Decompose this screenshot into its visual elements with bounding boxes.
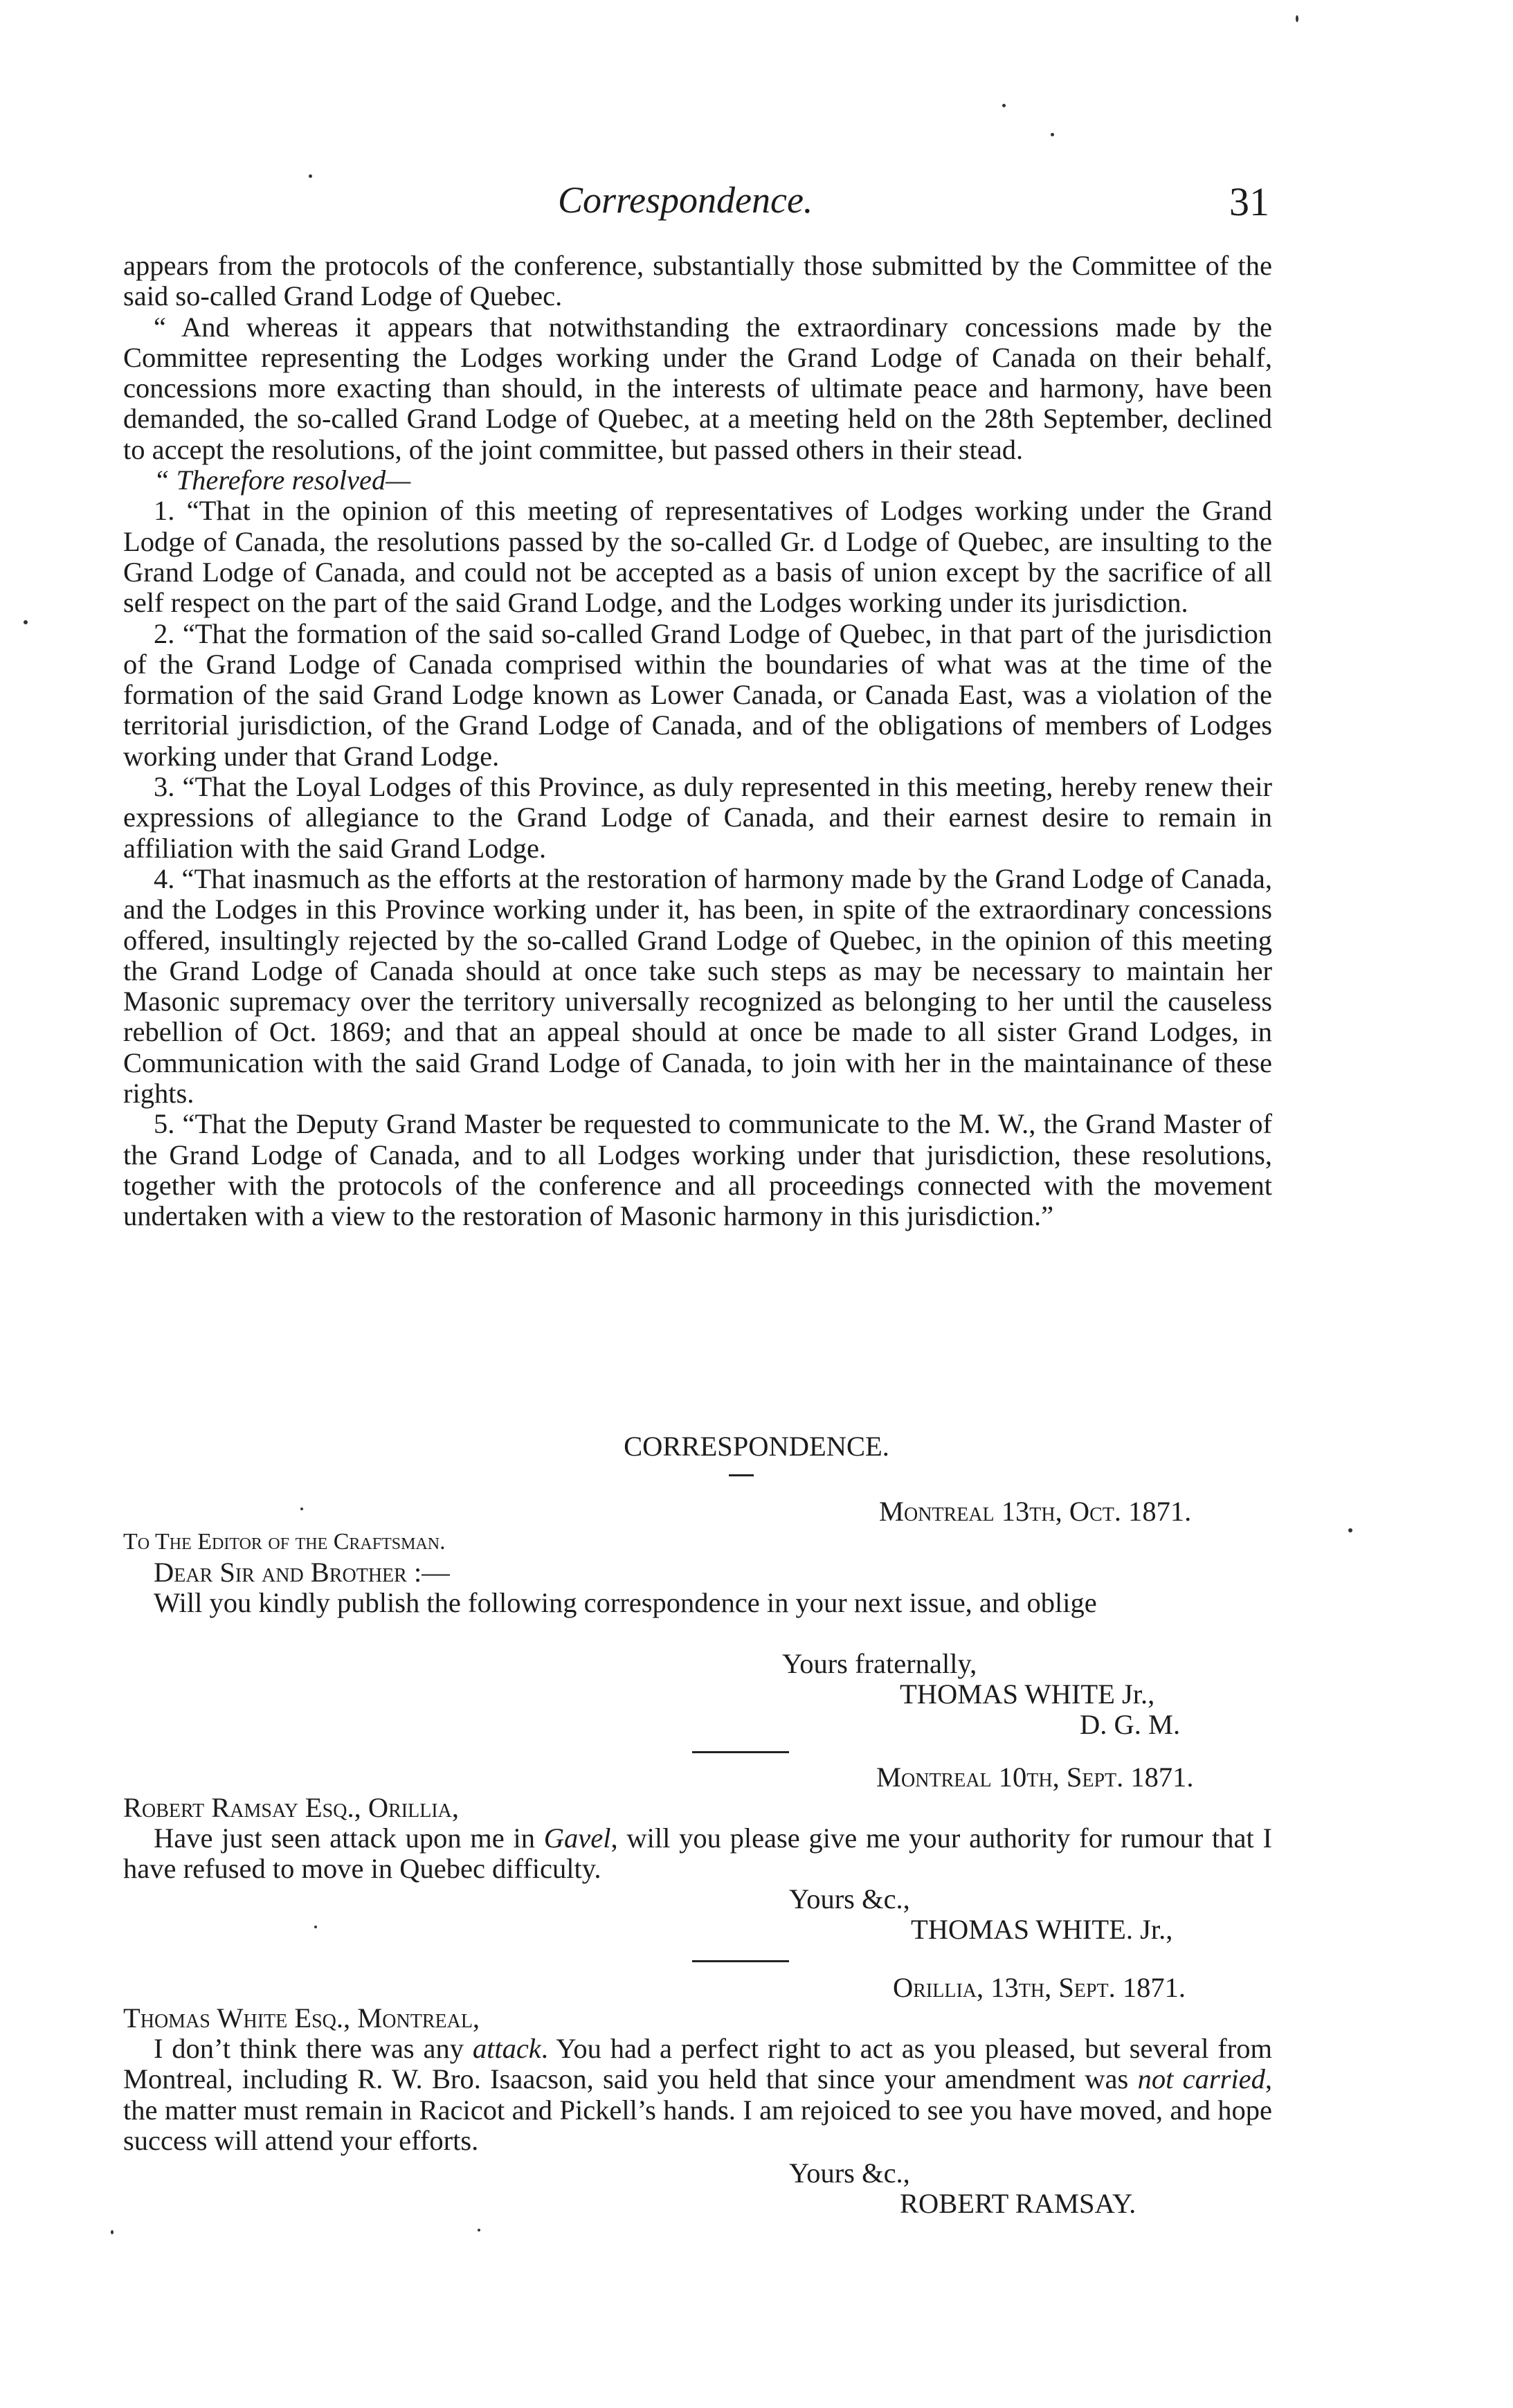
scan-speck	[1348, 1528, 1352, 1532]
scan-speck	[314, 1926, 317, 1928]
running-title: Correspondence.	[558, 179, 813, 221]
correspondence-heading: CORRESPONDENCE.	[624, 1431, 889, 1462]
heading-dash	[729, 1474, 754, 1476]
letter1-to: To The Editor of the Craftsman.	[123, 1529, 446, 1555]
letter2-signature: THOMAS WHITE. Jr.,	[911, 1914, 1173, 1945]
letter3-body	[123, 2034, 1272, 2156]
letter3-addressee: Thomas White Esq., Montreal,	[123, 2002, 480, 2034]
page-header	[0, 179, 1513, 234]
letter2-body-b: , will you please give me your authority for rumour that I have refused to move in Quebec difficulty.	[123, 1822, 1272, 1885]
letter3-body-c: , the matter must remain in Racicot and Pickell’s hands. I am rejoiced to see you have moved, and hope success will attend your efforts.	[123, 2063, 1273, 2156]
letter2-body-gavel: Gavel	[543, 1822, 611, 1854]
resolution-text	[123, 251, 1272, 1232]
letter3-body-not-carried: not carried	[1137, 2063, 1265, 2095]
letter3-body-a: I don’t think there was any	[154, 2033, 473, 2064]
separator-rule-2	[692, 1960, 789, 1962]
letter1-body	[123, 1588, 1272, 1618]
scan-speck	[1051, 133, 1054, 136]
separator-rule	[692, 1751, 789, 1753]
scan-speck	[1296, 15, 1298, 22]
letter1-closing: Yours fraternally,	[782, 1648, 977, 1679]
resolution-5: 5. “That the Deputy Grand Master be requested to communicate to the M. W., the Grand Master of the Grand Lodge of Canada, and to all Lodges working under that jurisdiction, these resolutions, together with the protocols of the conference and all proceedings connected with the movement undertaken with a view to the restoration of Masonic harmony in this jurisdiction.”	[123, 1108, 1272, 1232]
letter3-body-b: . You had a perfect right to act as you pleased, but several from Montreal, including R. W. Bro. Isaacson, said you held that since your amendment was	[123, 2033, 1272, 2095]
letter3-signature: ROBERT RAMSAY.	[900, 2188, 1136, 2219]
letter2-body-a: Have just seen attack upon me in	[154, 1822, 544, 1854]
paragraph-continued: appears from the protocols of the conference, substantially those submitted by the Committee of the said so-called Grand Lodge of Quebec.	[123, 250, 1272, 312]
resolution-3: 3. “That the Loyal Lodges of this Province, as duly represented in this meeting, hereby renew their expressions of allegiance to the Grand Lodge of Canada, and their earnest desire to remain in affiliation with the said Grand Lodge.	[123, 771, 1272, 864]
scan-speck	[111, 2230, 114, 2234]
letter3-body-attack: attack	[472, 2033, 541, 2064]
letter1-dateline: Montreal 13th, Oct. 1871.	[879, 1496, 1192, 1527]
letter1-signature: THOMAS WHITE Jr.,	[900, 1678, 1155, 1710]
letter1-body-text: Will you kindly publish the following correspondence in your next issue, and oblige	[154, 1587, 1097, 1618]
letter2-body	[123, 1823, 1272, 1885]
letter2-dateline: Montreal 10th, Sept. 1871.	[876, 1762, 1194, 1793]
letter3-closing: Yours &c.,	[789, 2157, 910, 2189]
scan-speck	[24, 620, 28, 624]
resolution-1: 1. “That in the opinion of this meeting of representatives of Lodges working under the Grand Lodge of Canada, the resolutions passed by the so-called Gr. d Lodge of Quebec, are insulting to the Grand Lodge of Canada, and could not be accepted as a basis of union except by the sacrifice of all self respect on the part of the said Grand Lodge, and the Lodges working under its jurisdiction.	[123, 495, 1272, 619]
resolution-2: 2. “That the formation of the said so-called Grand Lodge of Quebec, in that part of the jurisdiction of the Grand Lodge of Canada comprised within the boundaries of what was at the time of the formation of the said Grand Lodge known as Lower Canada, or Canada East, was a violation of the territorial jurisdiction, of the Grand Lodge of Canada, and of the obligations of members of Lodges working under that Grand Lodge.	[123, 617, 1272, 772]
scan-speck	[300, 1508, 303, 1510]
therefore-resolved: “ Therefore resolved—	[154, 464, 411, 496]
letter3-dateline: Orillia, 13th, Sept. 1871.	[893, 1972, 1186, 2003]
page-number: 31	[1229, 179, 1269, 224]
scan-speck	[478, 2229, 480, 2232]
resolution-4: 4. “That inasmuch as the efforts at the restoration of harmony made by the Grand Lodge of Canada, and the Lodges in this Province working under it, has been, in spite of the extraordinary concessions offered, insultingly rejected by the so-called Grand Lodge of Quebec, in the opinion of this meeting the Grand Lodge of Canada should at once take such steps as may be necessary to maintain her Masonic supremacy over the territory universally recognized as belonging to her until the causeless rebellion of Oct. 1869; and that an appeal should at once be made to all sister Grand Lodges, in Communication with the said Grand Lodge of Canada, to join with her in the maintainance of these rights.	[123, 862, 1272, 1110]
letter1-salutation: Dear Sir and Brother :—	[154, 1557, 450, 1588]
letter2-addressee: Robert Ramsay Esq., Orillia,	[123, 1792, 459, 1823]
letter2-closing: Yours &c.,	[789, 1883, 910, 1914]
paragraph-whereas: “ And whereas it appears that notwithstanding the extraordinary concessions made by the Committee representing the Lodges working under the Grand Lodge of Canada on their behalf, concessions more exacting than should, in the interests of ultimate peace and harmony, have been demanded, the so-called Grand Lodge of Quebec, at a meeting held on the 28th September, declined to accept the resolutions, of the joint committee, but passed others in their stead.	[123, 311, 1272, 465]
letter1-title: D. G. M.	[1080, 1709, 1181, 1740]
scan-speck	[1002, 104, 1006, 107]
scan-speck	[309, 174, 312, 178]
